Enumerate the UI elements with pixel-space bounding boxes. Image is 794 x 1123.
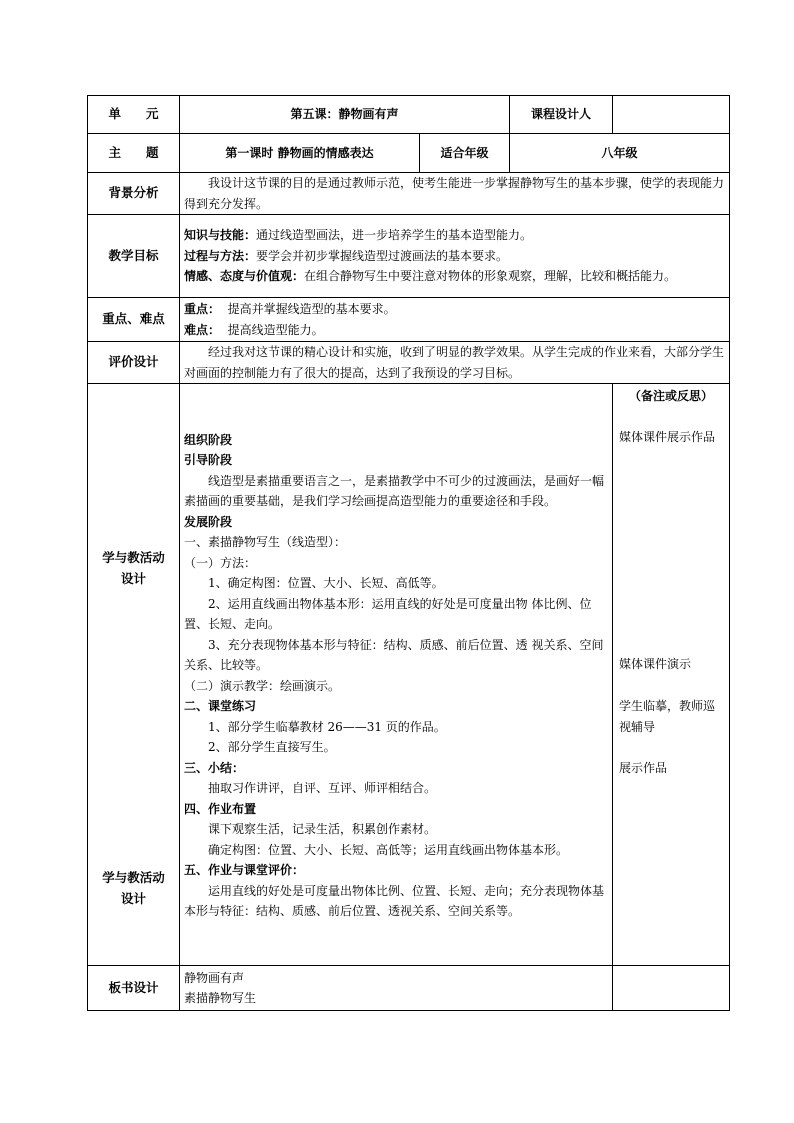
method-2: 2、运用直线画出物体基本形：运用直线的好处是可度量出物 体比例、位置、长短、走向。 [184, 596, 592, 631]
keypoint-focus [184, 299, 725, 320]
objective-text: 在组合静物写生中要注意对物体的形象观察，理解，比较和概括能力。 [304, 269, 677, 284]
section-practice: 二、课堂练习 [184, 699, 257, 713]
board-label: 板书设计 [88, 966, 180, 1011]
evaluation-detail: 运用直线的好处是可度量出物体比例、位置、长短、走向；充分表现物体基本形与特征：结构、质感、前后位置、透视关系、空间关系等。 [184, 883, 605, 918]
evaluation-label: 评价设计 [88, 342, 180, 384]
unit-row [88, 96, 730, 134]
topic-row [88, 134, 730, 173]
objective-process [184, 246, 725, 267]
background-cell [180, 173, 730, 215]
method-1: 1、确定构图：位置、大小、长短、高低等。 [208, 576, 444, 590]
activities-label-line: 学与教活动 [102, 870, 165, 885]
evaluation-cell [180, 342, 730, 384]
background-row [88, 173, 730, 215]
objectives-cell [180, 215, 730, 298]
objective-knowledge [184, 225, 725, 246]
board-cell [180, 966, 613, 1011]
section-homework: 四、作业布置 [184, 801, 257, 816]
develop-item-1: 一、素描静物写生（线造型）： [184, 535, 347, 549]
topic-value: 第一课时 静物画的情感表达 [180, 134, 420, 173]
background-text: 我设计这节课的目的是通过教师示范，使考生能进一步掌握静物写生的基本步骤，使学的表现能力得到充分发挥。 [184, 176, 725, 211]
activities-label-top [88, 548, 179, 589]
objective-text: 要学会并初步掌握线造型过渡画法的基本要求。 [256, 248, 509, 263]
note-media-show: 媒体课件展示作品 [619, 430, 716, 444]
objective-title: 情感、态度与价值观： [184, 269, 305, 284]
guide-text: 线造型是素描重要语言之一，是素描教学中不可少的过渡画法，是画好一幅素描画的重要基础，是我们学习绘画提高造型能力的重要途径和手段。 [184, 473, 605, 508]
designer-value [613, 96, 730, 134]
objective-title: 知识与技能： [184, 228, 257, 243]
activities-row [88, 384, 730, 966]
section-guide: 引导阶段 [184, 453, 233, 467]
board-row [88, 966, 730, 1011]
activities-label-bottom [88, 868, 179, 909]
objectives-row [88, 215, 730, 298]
activities-label-line: 设计 [120, 890, 146, 906]
note-student-copy: 学生临摹，教师巡视辅导 [619, 699, 716, 734]
objective-emotion [184, 266, 725, 287]
activities-label-line: 设计 [120, 570, 146, 586]
keypoint-title: 难点： [184, 322, 221, 337]
unit-value: 第五课：静物画有声 [180, 96, 510, 134]
board-line-2: 素描静物写生 [184, 991, 257, 1005]
homework-2: 确定构图：位置、大小、长短、高低等；运用直线画出物体基本形。 [208, 842, 569, 857]
grade-label: 适合年级 [420, 134, 510, 173]
objectives-label: 教学目标 [88, 215, 180, 298]
evaluation-row [88, 342, 730, 384]
keypoints-label: 重点、难点 [88, 298, 180, 342]
method-3: 3、充分表现物体基本形与特征：结构、质感、前后位置、透 视关系、空间关系、比较等。 [184, 637, 604, 672]
note-display-work: 展示作品 [619, 761, 668, 775]
note-media-demo: 媒体课件演示 [619, 657, 692, 671]
keypoints-cell [180, 298, 730, 342]
section-organize: 组织阶段 [184, 432, 233, 447]
grade-value: 八年级 [510, 134, 730, 173]
practice-2: 2、部分学生直接写生。 [208, 740, 336, 754]
board-notes [613, 966, 730, 1011]
homework-1: 课下观察生活，记录生活，积累创作素材。 [208, 822, 437, 836]
keypoint-title: 重点： [184, 302, 221, 316]
section-evaluation: 五、作业与课堂评价： [184, 863, 305, 877]
section-summary: 三、小结： [184, 760, 245, 775]
topic-label: 主 题 [88, 134, 180, 173]
evaluation-text: 经过我对这节课的精心设计和实施，收到了明显的教学效果。从学生完成的作业来看，大部分学生对画面的控制能力有了很大的提高，达到了我预设的学习目标。 [184, 345, 725, 380]
summary-text: 抽取习作讲评，自评、互评、师评相结合。 [208, 781, 437, 795]
activities-content [180, 384, 613, 966]
keypoint-difficulty [184, 320, 725, 341]
keypoint-text: 提高并掌握线造型的基本要求。 [227, 302, 396, 316]
board-line-1: 静物画有声 [184, 970, 245, 985]
designer-label: 课程设计人 [510, 96, 613, 134]
objective-title: 过程与方法： [184, 248, 257, 263]
objective-text: 通过线造型画法，进一步培养学生的基本造型能力。 [256, 228, 533, 243]
notes-cell [613, 384, 730, 966]
background-label: 背景分析 [88, 173, 180, 215]
keypoint-text: 提高线造型能力。 [227, 322, 324, 337]
lesson-plan-table [87, 95, 730, 1011]
method-heading: （一）方法： [184, 555, 257, 570]
demo-teaching: （二）演示教学：绘画演示。 [184, 678, 341, 693]
practice-1: 1、部分学生临摹教材 26——31 页的作品。 [208, 719, 446, 734]
keypoints-row [88, 298, 730, 342]
activities-label-line: 学与教活动 [102, 550, 165, 565]
section-develop: 发展阶段 [184, 514, 233, 529]
notes-header: （备注或反思） [629, 389, 714, 403]
activities-label-cell [88, 384, 180, 966]
unit-label: 单 元 [88, 96, 180, 134]
